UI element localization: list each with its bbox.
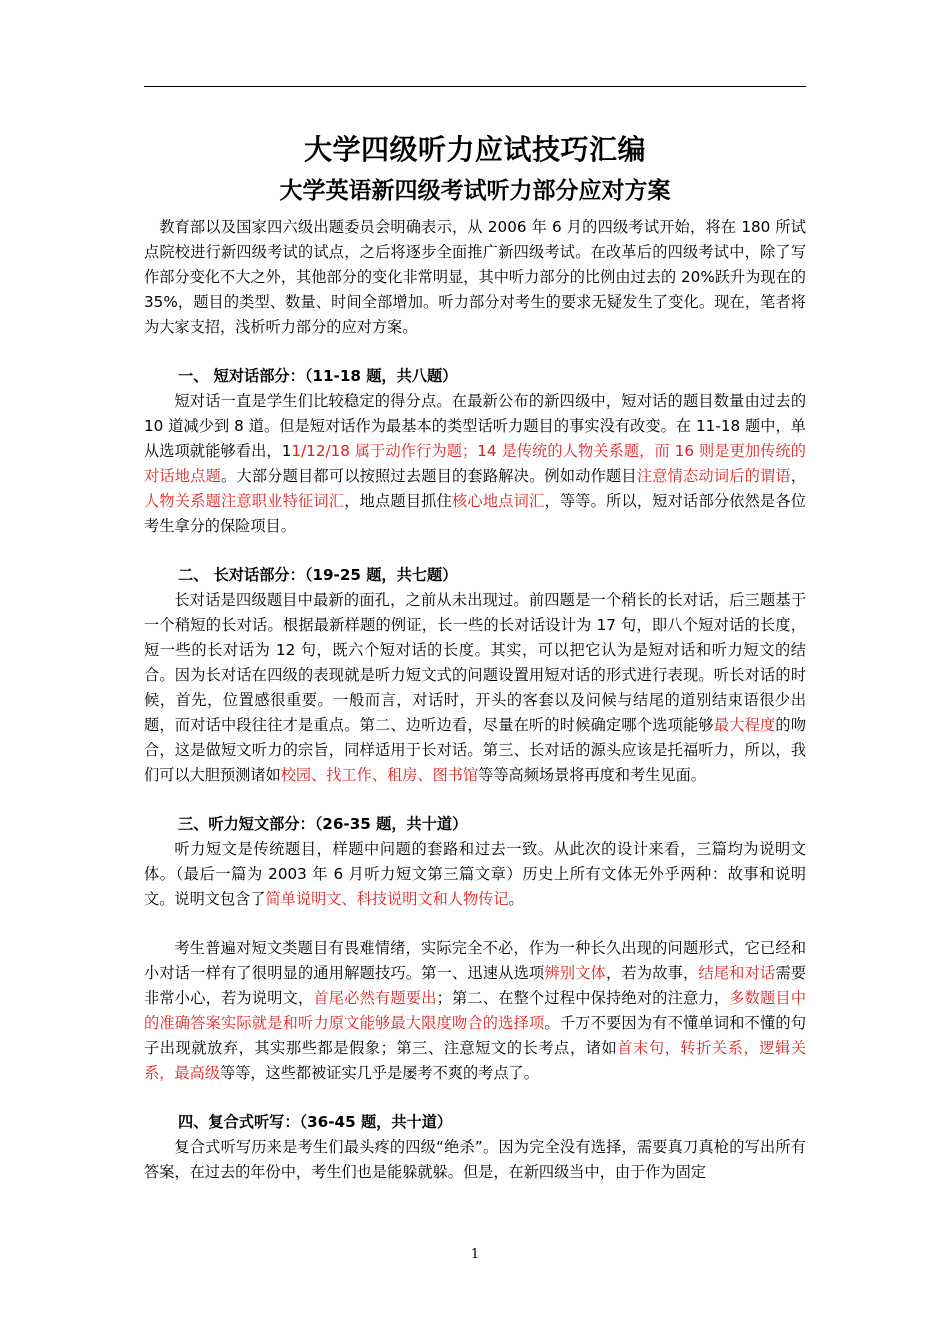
highlight-text: 注意情态动词后的谓语 (636, 467, 791, 485)
page-title: 大学四级听力应试技巧汇编 (303, 133, 646, 166)
intro-paragraph: 教育部以及国家四六级出题委员会明确表示，从 2006 年 6 月的四级考试开始，将在 180 所试点院校进行新四级考试的试点，之后将逐步全面推广新四级考试。在改革后的四级考试中，除了写作部分变化不大之外，其他部分的变化非常明显，其中听力部分的比例由过去的 20%跃升为现在的 35%，题目的类型、数量、时间全部增加。听力部分对考生的要求无疑发生了变化。现在，笔者将为大家支招，浅析听力部分的应对方案。 (144, 218, 806, 336)
section-heading-passages: 三、听力短文部分：（26-35 题，共十道） (178, 815, 468, 833)
compound-dictation-paragraph: 复合式听写历来是考生们最头疼的四级“绝杀”。因为完全没有选择，需要真刀真枪的写出所有答案，在过去的年份中，考生们也是能躲就躲。但是，在新四级当中，由于作为固定 (144, 1138, 806, 1181)
document-body (144, 128, 806, 1185)
text-run: 需要非常小心，若为说明文， (144, 964, 807, 1007)
header-rule (144, 86, 806, 87)
text-run: ；第二、在整个过程中保持绝对的注意力， (436, 989, 730, 1007)
highlight-text: 多数题目中的准确答案实际就是和听力原文能够最大限度吻合的选择项 (144, 989, 807, 1032)
highlight-text: 校园、找工作、租房、图书馆 (280, 766, 479, 784)
text-run: 等等高频场景将再度和考生见面。 (478, 766, 706, 784)
text-run: 的吻合，这是做短文听力的宗旨，同样适用于长对话。第三、长对话的源头应该是托福听力，所以，我们可以大胆预测诸如 (144, 716, 807, 784)
text-run: 。千万不要因为有不懂单词和不懂的句子出现就放弃，其实那些都是假象；第三、注意短文的长考点，诸如 (144, 1014, 807, 1057)
section-heading-long-dialogue: 二、 长对话部分：（19-25 题，共七题） (178, 566, 458, 584)
text-run: ，地点题目抓住 (344, 492, 453, 510)
text-run: 短对话一直是学生们比较稳定的得分点。在最新公布的新四级中，短对话的题目数量由过去的 10 道减少到 8 道。但是短对话作为最基本的类型话听力题目的事实没有改变。在 11-18 题中，单从选项就能够看出，1 (144, 392, 806, 460)
highlight-text: 最大程度 (713, 716, 776, 734)
text-run: ，等等。所以，短对话部分依然是各位考生拿分的保险项目。 (144, 492, 807, 535)
highlight-text: 人物关系题注意职业特征词汇 (144, 492, 345, 510)
highlight-text: 简单说明文、科技说明文和人物传记 (265, 890, 509, 908)
text-run: 考生普遍对短文类题目有畏难情绪，实际完全不必，作为一种长久出现的问题形式，它已经和小对话一样有了很明显的通用解题技巧。第一、迅速从选项 (144, 939, 806, 982)
text-run: ， (790, 467, 807, 485)
section-heading-short-dialogue: 一、 短对话部分：（11-18 题，共八题） (178, 367, 458, 385)
passages-tips-paragraph (144, 936, 806, 1086)
highlight-text: 核心地点词汇 (452, 492, 545, 510)
long-dialogue-paragraph (144, 588, 806, 788)
text-run: 。 (508, 890, 524, 908)
passages-paragraph (144, 837, 806, 912)
section-heading-compound-dictation: 四、复合式听写：（36-45 题，共十道） (178, 1113, 453, 1131)
text-run: 听力短文是传统题目，样题中问题的套路和过去一致。从此次的设计来看，三篇均为说明文体。（最后一篇为 2003 年 6 月听力短文第三篇文章）历史上所有文体无外乎两种：故事和说明文。说明文包含了 (144, 840, 806, 908)
text-run: ，若为故事， (606, 964, 699, 982)
text-run: 长对话是四级题目中最新的面孔，之前从未出现过。前四题是一个稍长的长对话，后三题基于一个稍短的长对话。根据最新样题的例证，长一些的长对话设计为 17 句，即八个短对话的长度，短一些的长对话为 12 句，既六个短对话的长度。其实，可以把它认为是短对话和听力短文的结合。因为长对话在四级的表现就是听力短文式的问题设置用短对话的形式进行表现。听长对话的时候，首先，位置感很重要。一般而言，对话时，开头的客套以及问候与结尾的道别结束语很少出题，而对话中段往往才是重点。第二、边听边看，尽量在听的时候确定哪个选项能够 (144, 591, 806, 734)
highlight-text: 首末句，转折关系，逻辑关系，最高级 (144, 1039, 807, 1082)
highlight-text: 首尾必然有题要出 (313, 989, 437, 1007)
text-run: 等等，这些都被证实几乎是屡考不爽的考点了。 (219, 1064, 539, 1082)
page-subtitle: 大学英语新四级考试听力部分应对方案 (279, 178, 671, 204)
page-number: 1 (470, 1247, 480, 1262)
highlight-text: 1/12/18 属于动作行为题；14 是传统的人物关系题，而 16 则是更加传统的对话地点题 (144, 442, 806, 485)
text-run: 。大部分题目都可以按照过去题目的套路解决。例如动作题目 (221, 467, 637, 485)
short-dialogue-paragraph (144, 389, 806, 539)
highlight-text: 结尾和对话 (698, 964, 776, 982)
highlight-text: 辨别文体 (544, 964, 607, 982)
